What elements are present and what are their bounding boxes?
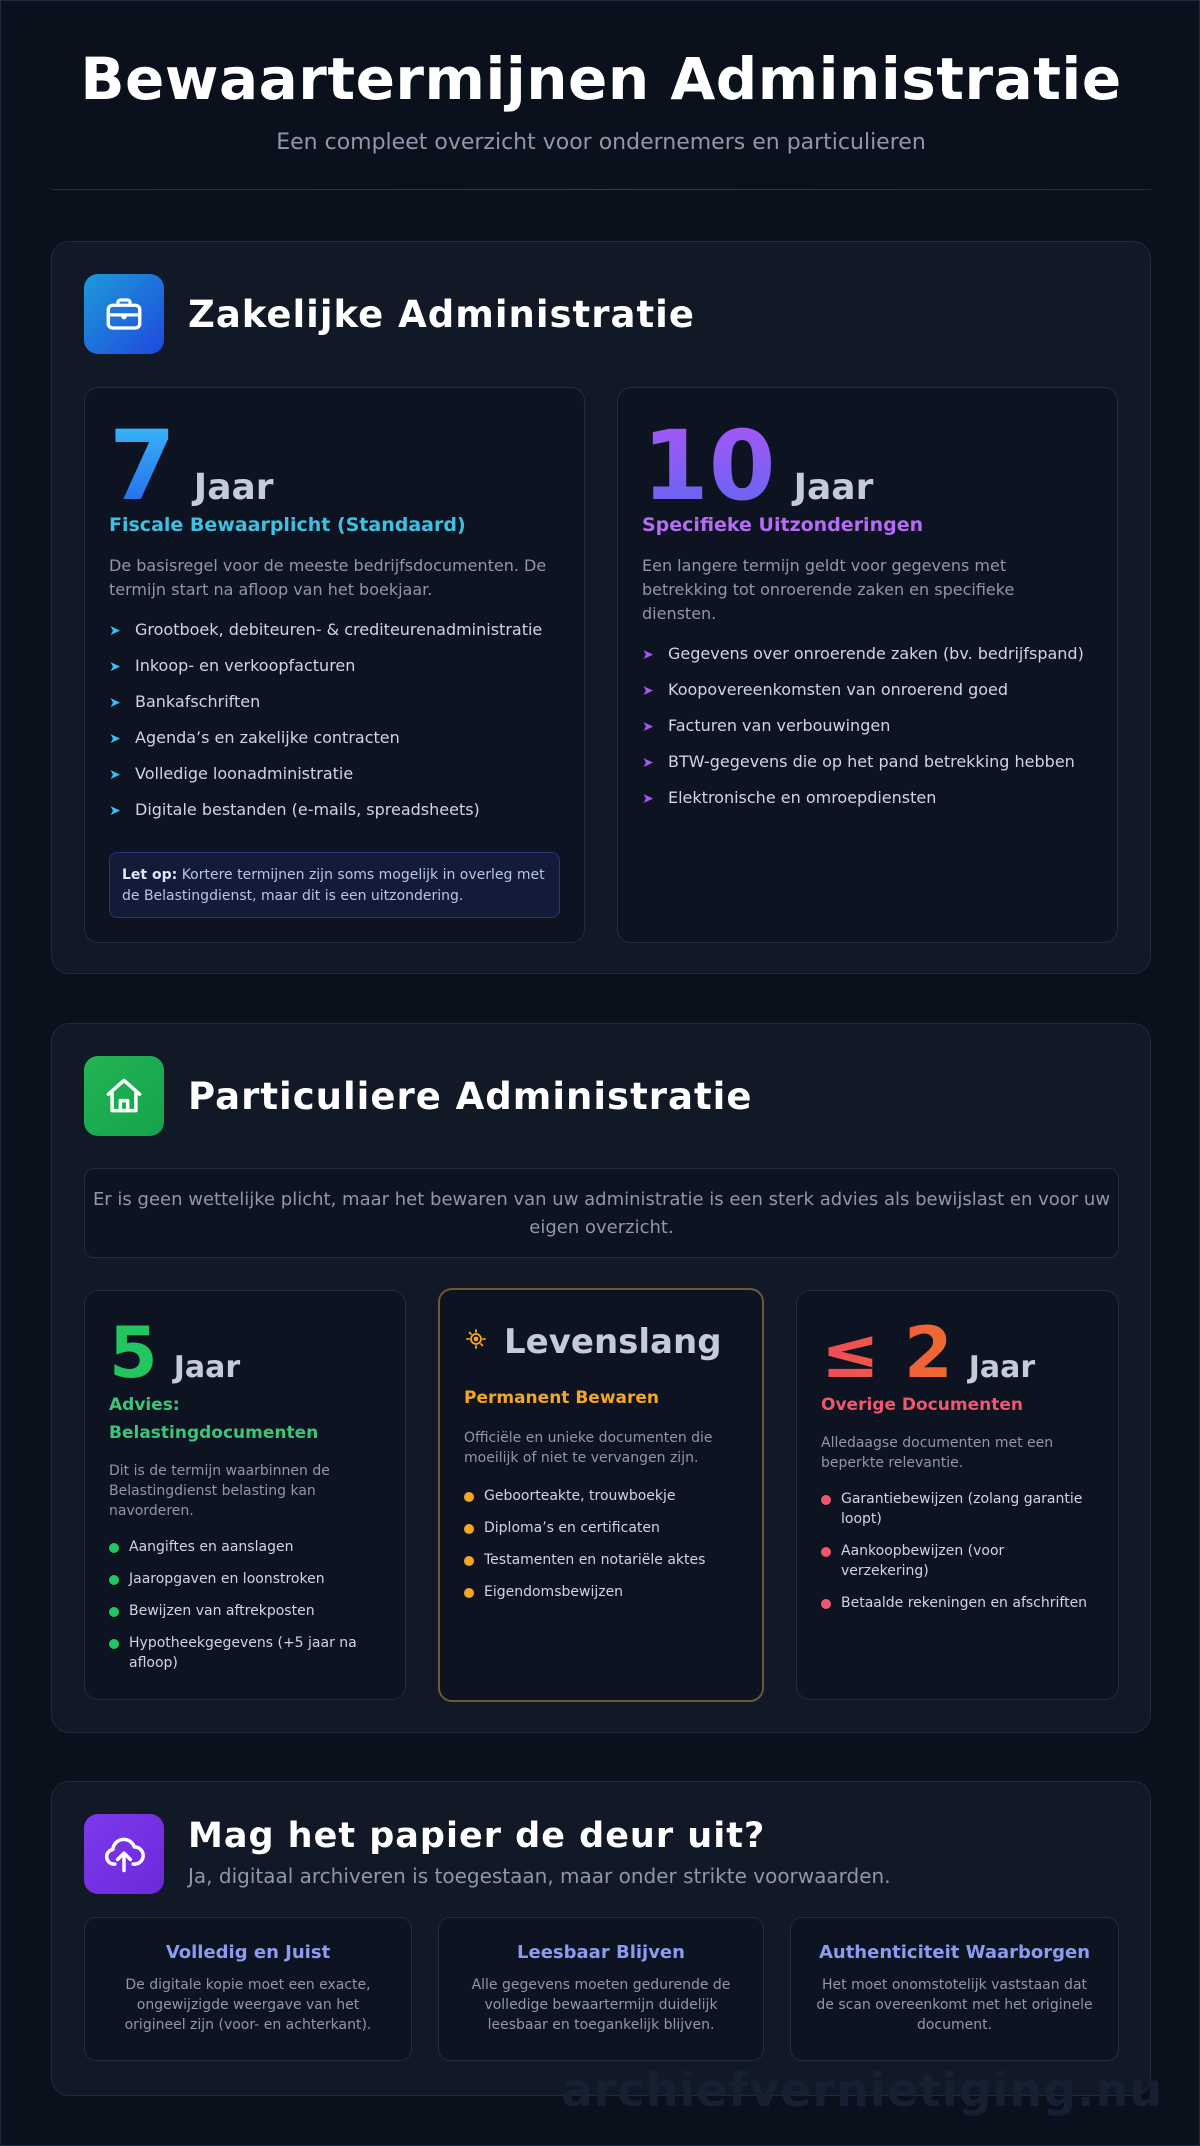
page-header: [51, 1, 1151, 190]
section-papier-heading: [188, 1814, 891, 1888]
list-item: Aangiftes en aanslagen: [109, 1537, 379, 1557]
list-item: ➤ Gegevens over onroerende zaken (bv. bedrijfspand): [642, 644, 1084, 663]
card-description: Dit is de termijn waarbinnen de Belastingdienst belasting kan navorderen.: [109, 1463, 330, 1519]
card-five-years: [84, 1290, 406, 1700]
list-item: ➤ Facturen van verbouwingen: [642, 716, 891, 735]
bullet-dot: [109, 1607, 119, 1617]
list-item: ➤ Agenda’s en zakelijke contracten: [109, 728, 400, 747]
list-item: ➤ BTW-gegevens die op het pand betrekking hebben: [642, 752, 1075, 771]
note-label: Let op:: [122, 867, 178, 883]
bullet-dot: [464, 1524, 474, 1534]
list-item: Geboorteakte, trouwboekje: [464, 1486, 744, 1506]
years-unit: Jaar: [793, 467, 874, 508]
card-seven-years: [84, 387, 585, 943]
arrow-icon: ➤: [109, 695, 121, 711]
bullet-dot: [464, 1492, 474, 1502]
card-subtitle: Fiscale Bewaarplicht (Standaard): [109, 514, 466, 536]
arrow-icon: ➤: [109, 659, 121, 675]
card-description: Officiële en unieke documenten die moeilijk of niet te vervangen zijn.: [464, 1430, 713, 1466]
bullet-dot: [109, 1639, 119, 1649]
bullet-dot: [464, 1556, 474, 1566]
lifelong-title: Levenslang: [504, 1322, 722, 1362]
condition-title: Authenticiteit Waarborgen: [818, 1942, 1091, 1963]
bullet-dot: [464, 1588, 474, 1598]
section-zakelijk-title: Zakelijke Administratie: [188, 292, 695, 336]
list-item: Diploma’s en certificaten: [464, 1518, 744, 1538]
arrow-icon: ➤: [109, 803, 121, 819]
condition-card: [438, 1917, 764, 2061]
intro-text: Er is geen wettelijke plicht, maar het bewaren van uw administratie is een sterk advies als bewijslast en voor uw eigen overzicht.: [92, 1189, 1111, 1238]
section-papier: [51, 1781, 1151, 2096]
page-subtitle: Een compleet overzicht voor ondernemers en particulieren: [276, 130, 926, 155]
card-description: De basisregel voor de meeste bedrijfsdocumenten. De termijn start na afloop van het boekjaar.: [109, 556, 547, 599]
condition-card: [84, 1917, 412, 2061]
card-five-heading: [109, 1312, 241, 1394]
list-item: Garantiebewijzen (zolang garantie loopt): [821, 1489, 1096, 1529]
two-years-list: [821, 1489, 1096, 1625]
section-particulier-title: Particuliere Administratie: [188, 1074, 753, 1118]
years-unit: Jaar: [193, 467, 274, 508]
arrow-icon: ➤: [642, 719, 654, 735]
card-lifelong: [438, 1288, 764, 1702]
infinity-icon: [464, 1327, 504, 1357]
card-subtitle: Advies: Belastingdocumenten: [109, 1395, 319, 1443]
header-divider: [51, 189, 1151, 190]
section-papier-header: [84, 1814, 891, 1894]
condition-text: De digitale kopie moet een exacte, ongewijzigde weergave van het origineel zijn (voor- en achterkant).: [124, 1977, 372, 2033]
list-item: ➤ Elektronische en omroepdiensten: [642, 788, 937, 807]
briefcase-icon: [84, 274, 164, 354]
note-box: [109, 852, 560, 918]
condition-title: Leesbaar Blijven: [517, 1942, 685, 1963]
section-particulier-header: [84, 1056, 752, 1136]
list-item: Hypotheekgegevens (+5 jaar na afloop): [109, 1633, 379, 1673]
note-text: Kortere termijnen zijn soms mogelijk in overleg met de Belastingdienst, maar dit is een uitzondering.: [122, 867, 545, 904]
list-item: ➤ Koopovereenkomsten van onroerend goed: [642, 680, 1009, 699]
condition-text: Het moet onomstotelijk vaststaan dat de scan overeenkomt met het originele document.: [816, 1977, 1093, 2033]
years-number: ≤ 2: [821, 1312, 953, 1394]
list-item: ➤ Grootboek, debiteuren- & crediteurenadministratie: [109, 620, 543, 639]
card-subtitle: Permanent Bewaren: [464, 1388, 660, 1408]
card-description: Alledaagse documenten met een beperkte relevantie.: [821, 1435, 1054, 1471]
card-two-years: [796, 1290, 1119, 1700]
card-ten-heading: [642, 410, 874, 522]
section-papier-subtitle: Ja, digitaal archiveren is toegestaan, maar onder strikte voorwaarden.: [188, 1864, 891, 1888]
years-number: 7: [109, 410, 176, 522]
card-seven-heading: [109, 410, 274, 522]
years-unit: Jaar: [173, 1350, 241, 1385]
bullet-dot: [821, 1495, 831, 1505]
standard-list: [109, 620, 564, 836]
section-zakelijk: [51, 241, 1151, 974]
section-zakelijk-header: [84, 274, 695, 354]
intro-box: [84, 1168, 1119, 1258]
list-item: ➤ Digitale bestanden (e-mails, spreadsheets): [109, 800, 480, 819]
watermark: archiefvernietiging.nu: [561, 2063, 1163, 2117]
arrow-icon: ➤: [642, 683, 654, 699]
page-title: Bewaartermijnen Administratie: [80, 45, 1122, 113]
bullet-dot: [109, 1575, 119, 1585]
years-number: 5: [109, 1312, 158, 1394]
arrow-icon: ➤: [109, 731, 121, 747]
years-unit: Jaar: [968, 1350, 1036, 1385]
condition-card: [790, 1917, 1119, 2061]
card-two-heading: [821, 1312, 1036, 1394]
arrow-icon: ➤: [109, 623, 121, 639]
arrow-icon: ➤: [109, 767, 121, 783]
card-ten-years: [617, 387, 1118, 943]
exceptions-list: [642, 644, 1102, 824]
card-description: Een langere termijn geldt voor gegevens met betrekking tot onroerende zaken en specifieke diensten.: [642, 556, 1015, 623]
section-papier-title: Mag het papier de deur uit?: [188, 1816, 766, 1856]
cloud-upload-icon: [84, 1814, 164, 1894]
list-item: Betaalde rekeningen en afschriften: [821, 1593, 1096, 1613]
list-item: Jaaropgaven en loonstroken: [109, 1569, 379, 1589]
condition-text: Alle gegevens moeten gedurende de volledige bewaartermijn duidelijk leesbaar en toegankelijk blijven.: [471, 1977, 731, 2033]
bullet-dot: [821, 1547, 831, 1557]
arrow-icon: ➤: [642, 647, 654, 663]
bullet-dot: [109, 1543, 119, 1553]
arrow-icon: ➤: [642, 755, 654, 771]
arrow-icon: ➤: [642, 791, 654, 807]
list-item: Testamenten en notariële aktes: [464, 1550, 744, 1570]
list-item: Bewijzen van aftrekposten: [109, 1601, 379, 1621]
card-subtitle: Overige Documenten: [821, 1395, 1023, 1415]
list-item: ➤ Volledige loonadministratie: [109, 764, 354, 783]
five-years-list: [109, 1537, 379, 1685]
list-item: Eigendomsbewijzen: [464, 1582, 744, 1602]
card-subtitle: Specifieke Uitzonderingen: [642, 514, 924, 536]
page: [51, 1, 1151, 2033]
condition-title: Volledig en Juist: [165, 1942, 331, 1963]
lifelong-list: [464, 1486, 744, 1614]
card-lifelong-heading: [464, 1322, 722, 1362]
bullet-dot: [821, 1599, 831, 1609]
years-number: 10: [642, 410, 776, 522]
list-item: ➤ Bankafschriften: [109, 692, 261, 711]
list-item: ➤ Inkoop- en verkoopfacturen: [109, 656, 356, 675]
home-icon: [84, 1056, 164, 1136]
section-particulier: [51, 1023, 1151, 1733]
list-item: Aankoopbewijzen (voor verzekering): [821, 1541, 1096, 1581]
